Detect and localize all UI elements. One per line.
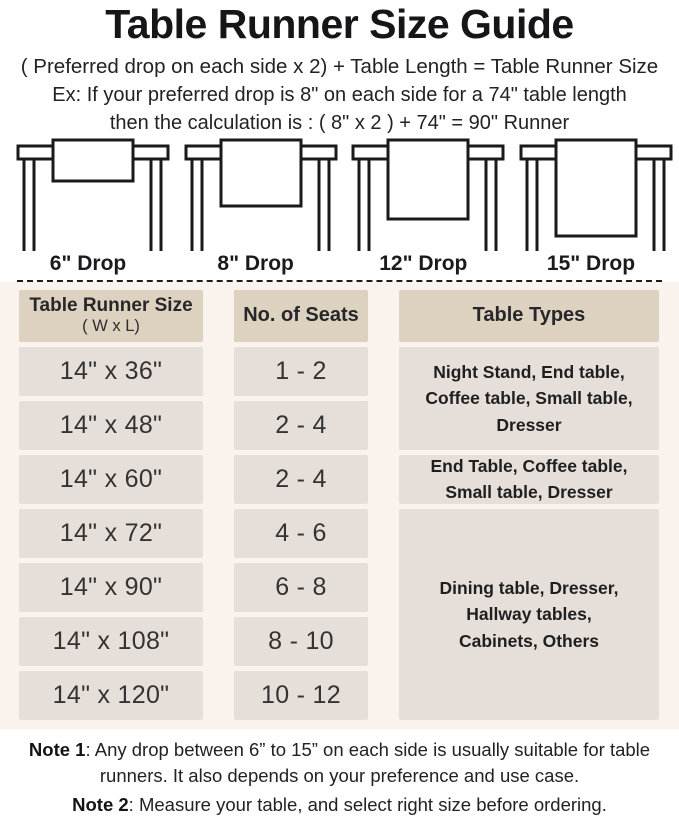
table-with-runner-illustration (508, 138, 674, 251)
seats-cell: 8 - 10 (234, 617, 368, 666)
note-1-label: Note 1 (28, 738, 86, 760)
types-cell-large-tables: Dining table, Dresser, Hallway tables, Cabinets, Others (399, 509, 659, 720)
size-cell: 14" x 90" (19, 563, 203, 612)
size-table (0, 282, 679, 729)
size-cell: 14" x 108" (19, 617, 203, 666)
size-cell: 14" x 72" (19, 509, 203, 558)
size-cell: 14" x 120" (19, 671, 203, 720)
note-2 (5, 792, 674, 818)
size-cell: 14" x 60" (19, 455, 203, 504)
types-cell-medium-tables: End Table, Coffee table, Small table, Dresser (399, 455, 659, 504)
drop-label: 12" Drop (379, 251, 468, 275)
header-types: Table Types (399, 290, 659, 342)
table-with-runner-illustration (5, 138, 171, 251)
seats-cell: 2 - 4 (234, 455, 368, 504)
header-runner-size-title: Table Runner Size (29, 295, 193, 317)
drop-label: 15" Drop (546, 251, 636, 275)
drop-figure-12in (340, 138, 506, 276)
drop-figure-8in (173, 138, 339, 276)
seats-cell: 2 - 4 (234, 401, 368, 450)
seats-cell: 4 - 6 (234, 509, 368, 558)
seats-cell: 1 - 2 (234, 347, 368, 396)
drop-label: 6" Drop (49, 251, 127, 275)
size-cell: 14" x 36" (19, 347, 203, 396)
size-cell: 14" x 48" (19, 401, 203, 450)
page-title: Table Runner Size Guide (105, 1, 574, 47)
note-1 (5, 737, 674, 790)
example-line-1: Ex: If your preferred drop is 8" on each side for a 74" table length (52, 83, 627, 106)
seats-cell: 10 - 12 (234, 671, 368, 720)
header-runner-size (19, 290, 203, 342)
table-with-runner-illustration (340, 138, 506, 251)
drop-figure-15in (508, 138, 674, 276)
table-with-runner-illustration (173, 138, 339, 251)
drop-figure-6in (5, 138, 171, 276)
formula-text: ( Preferred drop on each side x 2) + Table Length = Table Runner Size (20, 54, 659, 78)
note-1-text: : Any drop between 6” to 15” on each side is usually suitable for table runners. It also depends on your preference and use case. (85, 738, 651, 787)
header-runner-size-subtitle: ( W x L) (82, 317, 140, 336)
notes-section (0, 729, 679, 819)
note-2-text: : Measure your table, and select right size before ordering. (128, 794, 607, 816)
drop-label: 8" Drop (217, 251, 294, 275)
drop-illustrations-row (0, 135, 679, 276)
types-cell-small-tables: Night Stand, End table, Coffee table, Small table, Dresser (399, 347, 659, 450)
seats-cell: 6 - 8 (234, 563, 368, 612)
example-line-2: then the calculation is : ( 8" x 2 ) + 74" = 90" Runner (109, 111, 570, 134)
header-seats: No. of Seats (234, 290, 368, 342)
note-2-label: Note 2 (72, 794, 129, 816)
